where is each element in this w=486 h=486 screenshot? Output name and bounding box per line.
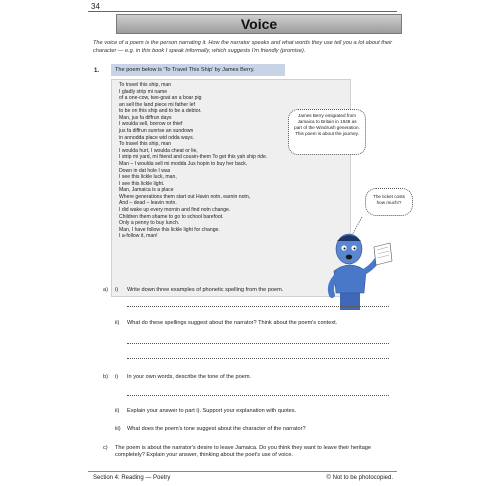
page-title: Voice	[240, 16, 278, 32]
poem-line: an sell the land piece mi father lef	[119, 101, 195, 108]
poem-line: to be on this ship and to be a debtor.	[119, 108, 202, 115]
context-annotation: James Berry emigrated from Jamaica to Britain in 1948 as part of the Windrush generation. This poem is about the journey.	[288, 109, 366, 155]
speech-bubble: The ticket costs how much!?	[365, 188, 413, 216]
poem-line: Down in dat hole I was	[119, 167, 171, 174]
footer-section: Section 4: Reading — Poetry	[93, 475, 171, 481]
poem-line: Where generations them start out Havin notn, earnin notn,	[119, 193, 251, 200]
footer-copyright: © Not to be photocopied.	[326, 475, 393, 481]
poem-line: To travel this ship, man	[119, 82, 172, 88]
answer-line[interactable]	[127, 343, 389, 344]
poem-line: Children them shame to go to school barefoot.	[119, 213, 224, 220]
intro-text: The voice of a poem is the person narrating it. How the narrator speaks and what words they use tell you a lot about their character — e.g. in this book I speak informally, which suggests I'm friendly (promise).	[93, 40, 393, 54]
answer-line[interactable]	[127, 306, 389, 307]
part-b-ii-text: Explain your answer to part i). Support your explanation with quotes.	[127, 408, 297, 414]
poem-line: Only a penny to buy lunch.	[119, 220, 180, 227]
footer-rule	[88, 471, 397, 472]
cartoon-figure-illustration	[314, 215, 394, 310]
poem-line: I see this lickle luck, man,	[119, 174, 177, 181]
question-number: 1.	[94, 68, 100, 74]
poem-line: of a one-cow, two-goat an a boar pig	[119, 95, 202, 102]
part-b-i-label: i)	[115, 374, 119, 380]
part-a-ii-text: What do these spellings suggest about the narrator? Think about the poem's context.	[127, 320, 338, 326]
title-banner	[116, 14, 402, 34]
poem-line: Man – I woulda sell mi modda Jus hopin to buy her back.	[119, 160, 248, 167]
poem-line: in annodda place wid odda ways.	[119, 134, 195, 141]
poem-line: I gladly strip mi name	[119, 88, 168, 95]
poem-line: Man, Jamaica is a place	[119, 187, 174, 194]
top-rule	[88, 11, 397, 12]
part-b-i-text: In your own words, describe the tone of the poem.	[127, 374, 252, 380]
poem-line: jus fa diffrun sunrise an sundown	[119, 128, 194, 135]
part-c-text: The poem is about the narrator's desire to leave Jamaica. Do you think they want to leave their heritage completely? Explain your answer, thinking about the poet's use of voice.	[115, 445, 372, 458]
part-b-iii-text: What does the poem's tone suggest about the character of the narrator?	[127, 426, 306, 432]
part-a-ii-label: ii)	[115, 320, 120, 326]
poem-line: Man, I have follow this lickle light for change.	[119, 226, 220, 233]
poem-line: I woulda sell, borrow or thief	[119, 121, 183, 128]
poem-line: I a-follow it, man!	[119, 233, 158, 240]
part-b-label: b)	[103, 374, 108, 380]
part-a-label: a)	[103, 287, 108, 293]
poem-line: And – dead – leavin notn.	[119, 200, 177, 207]
question-stem: The poem below is 'To Travel This Ship' by James Berry.	[111, 64, 285, 76]
poem-line: I did wake up every mornin and find notn change.	[119, 206, 231, 213]
part-a-i-text: Write down three examples of phonetic spelling from the poem.	[127, 287, 284, 293]
part-b-iii-label: iii)	[115, 426, 121, 432]
poem-line: Man, jus fa diffrun days	[119, 114, 172, 121]
part-c-label: c)	[103, 445, 108, 451]
part-b-ii-label: ii)	[115, 408, 120, 414]
part-a-i-label: i)	[115, 287, 119, 293]
answer-line[interactable]	[127, 358, 389, 359]
page-number: 34	[91, 2, 100, 11]
poem-line: To travel this ship, man	[119, 141, 172, 148]
poem-text	[119, 82, 309, 240]
answer-line[interactable]	[127, 395, 389, 396]
poem-line: I see this lickle light.	[119, 180, 165, 187]
poem-line: I strip mi yard, mi friend and cousin-them To get this yah ship ride.	[119, 154, 268, 161]
poem-line: I woulda hurt, I woulda cheat or lie,	[119, 147, 198, 154]
